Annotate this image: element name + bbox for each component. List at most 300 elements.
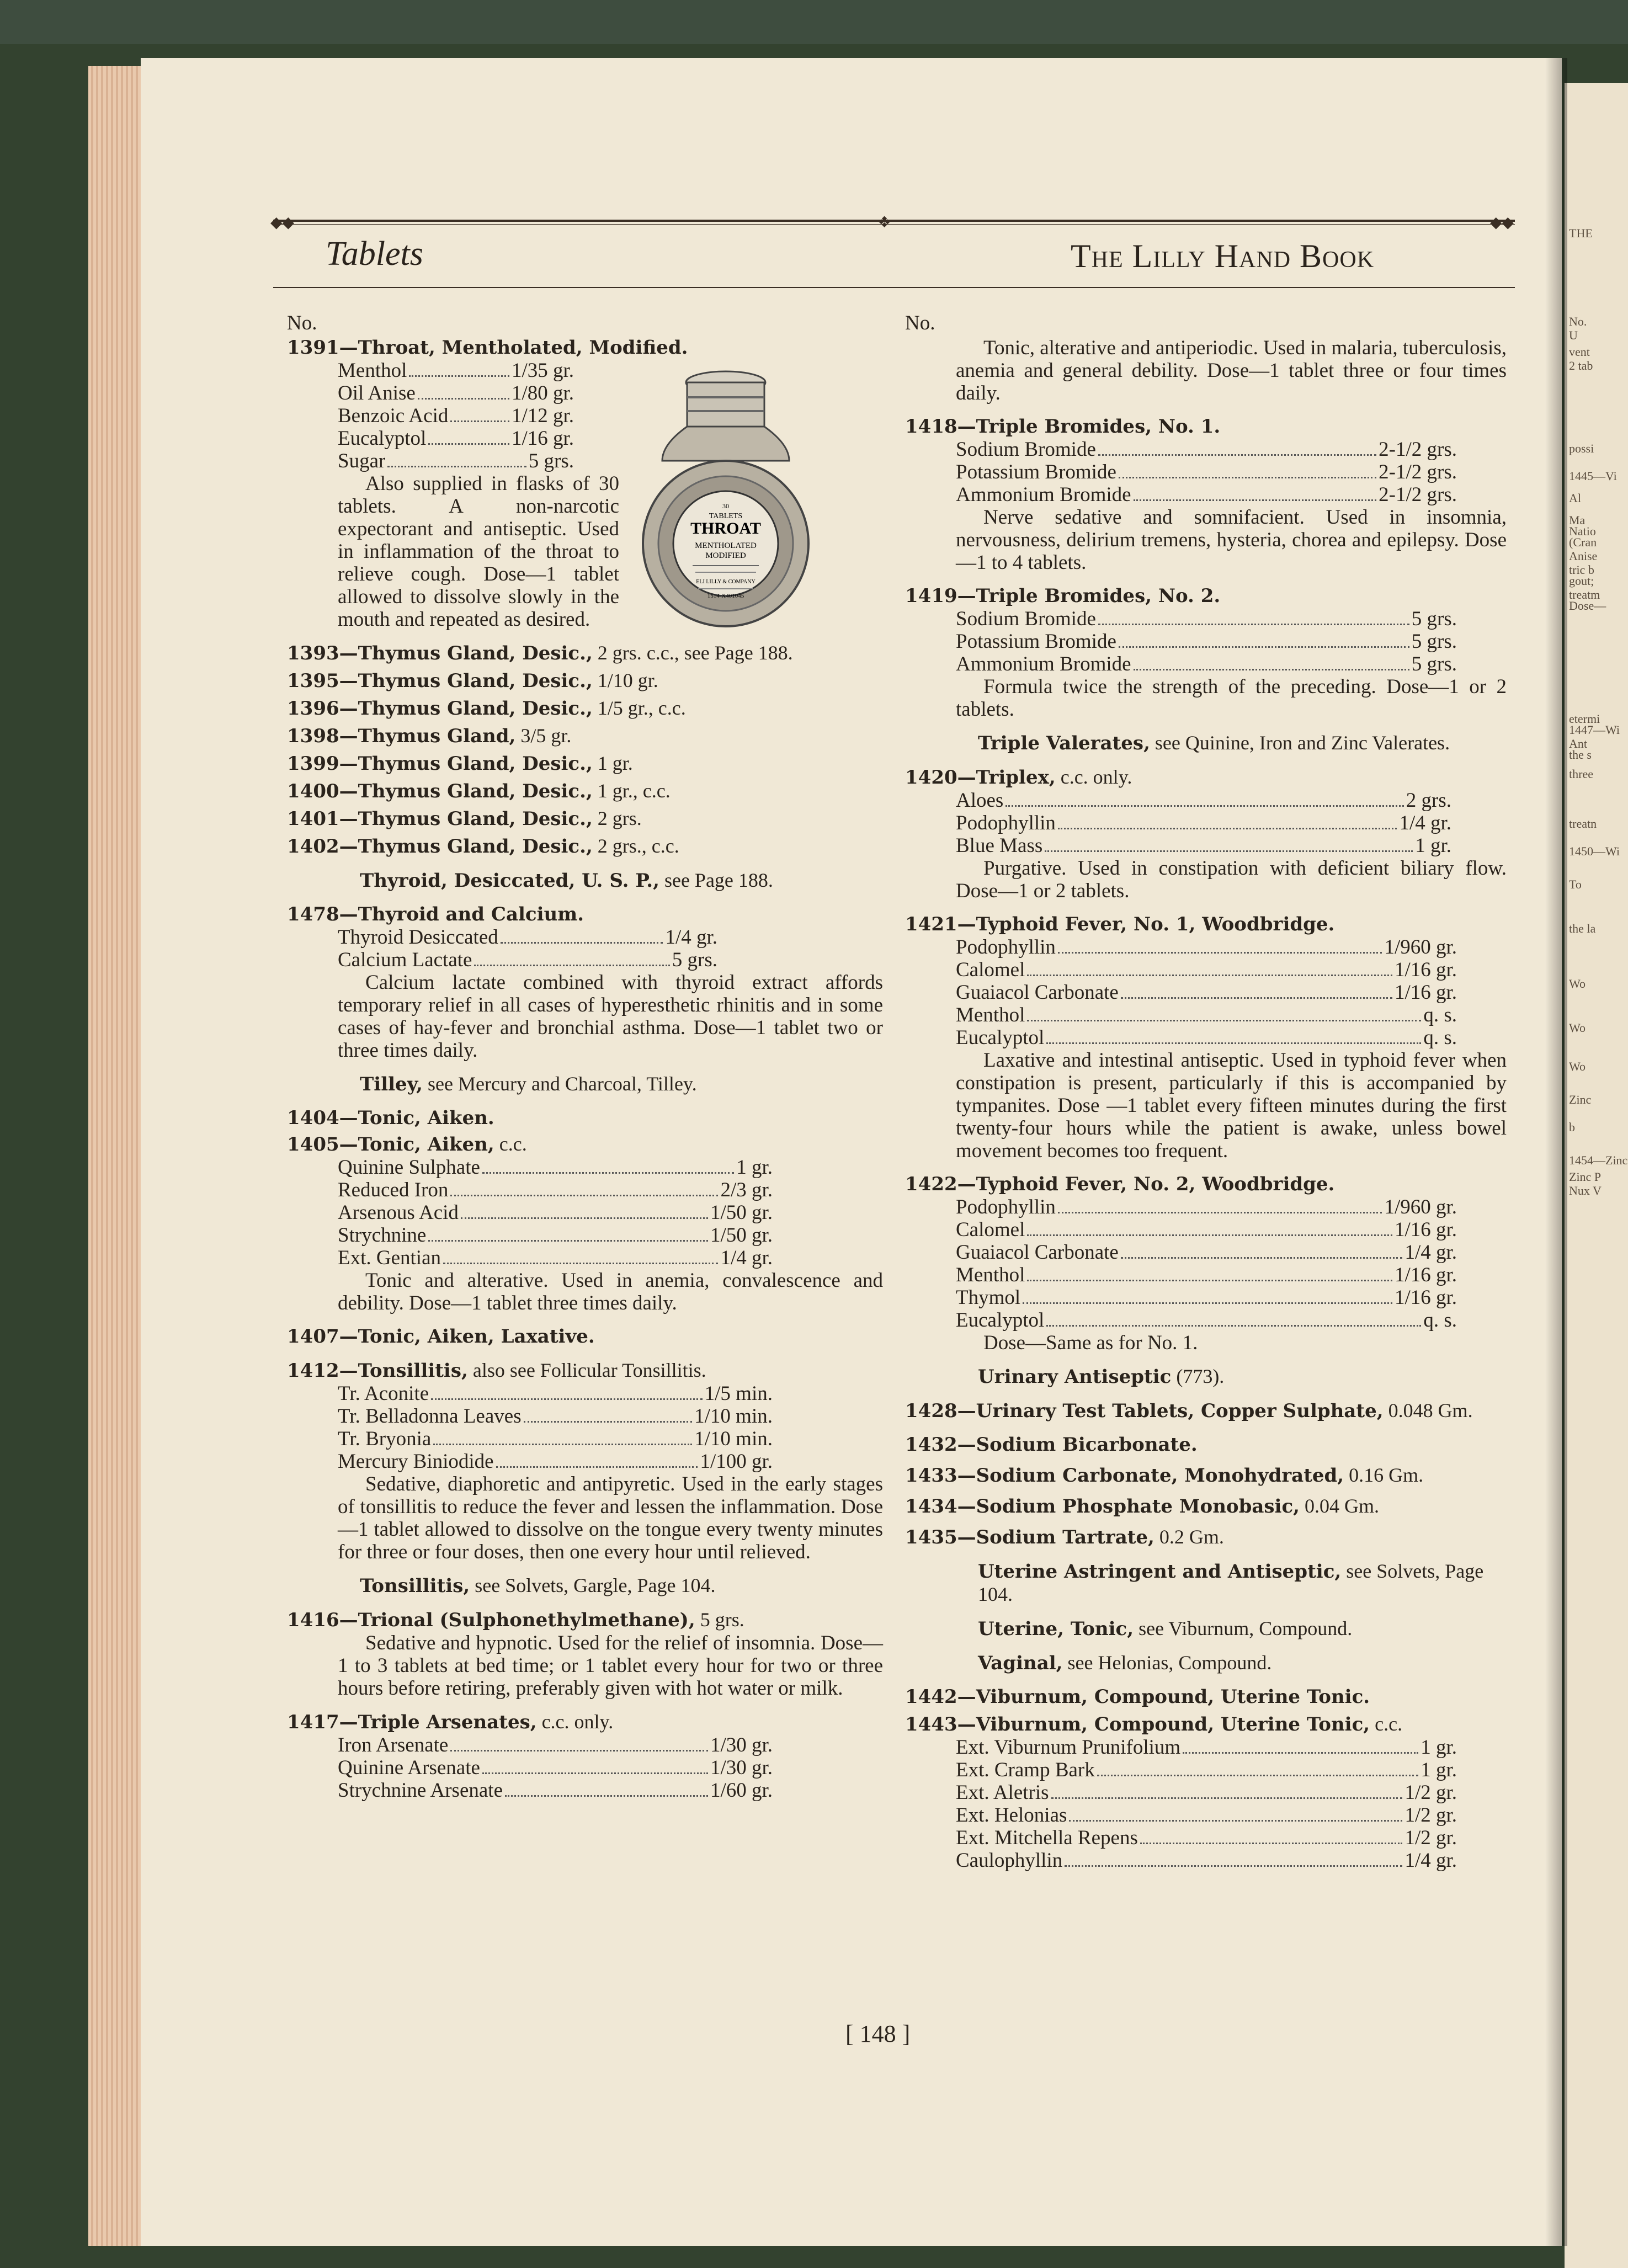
ingredient-quantity: 5 grs. bbox=[672, 949, 717, 971]
dot-leader bbox=[433, 1444, 692, 1445]
ingredient-quantity: 1/60 gr. bbox=[710, 1779, 773, 1802]
spine-shadow bbox=[1545, 58, 1567, 2246]
ingredient-name: Calcium Lactate bbox=[338, 949, 472, 971]
ingredient-list bbox=[287, 1156, 773, 1269]
ingredient-name: Strychnine Arsenate bbox=[338, 1779, 503, 1802]
ingredient-row bbox=[287, 382, 574, 404]
entry-1434: 1434—Sodium Phosphate Monobasic, 0.04 Gm. bbox=[905, 1495, 1379, 1518]
next-page-text-fragment: Wo bbox=[1569, 977, 1586, 991]
entry-1404: 1404—Tonic, Aiken. bbox=[287, 1107, 494, 1129]
entry-1419 bbox=[905, 585, 1507, 721]
ingredient-name: Quinine Sulphate bbox=[338, 1156, 480, 1179]
entry-heading: 1418—Triple Bromides, No. 1. bbox=[905, 416, 1221, 438]
dot-leader bbox=[1140, 1843, 1403, 1844]
ingredient-list bbox=[905, 936, 1457, 1049]
running-head-section: Tablets bbox=[326, 235, 423, 273]
ingredient-quantity: 5 grs. bbox=[1411, 653, 1457, 675]
dot-leader bbox=[1045, 850, 1413, 852]
next-page-text-fragment: Dose— bbox=[1569, 599, 1606, 613]
ingredient-name: Ext. Cramp Bark bbox=[956, 1759, 1095, 1781]
ingredient-quantity: 1/50 gr. bbox=[710, 1224, 773, 1247]
cross-ref-urinary-antiseptic: Urinary Antiseptic (773). bbox=[978, 1365, 1225, 1388]
right-column bbox=[905, 312, 1507, 1883]
ingredient-quantity: 1/4 gr. bbox=[1404, 1849, 1457, 1872]
ingredient-quantity: 5 grs. bbox=[1411, 608, 1457, 630]
bottle-label-modified: MODIFIED bbox=[705, 551, 746, 560]
ingredient-name: Sodium Bromide bbox=[956, 438, 1096, 461]
dot-leader bbox=[524, 1421, 693, 1423]
ingredient-row bbox=[287, 949, 717, 971]
cross-ref-thyroid: Thyroid, Desiccated, U. S. P., see Page 188. bbox=[360, 869, 773, 892]
ingredient-row bbox=[905, 812, 1451, 834]
thymus-entries bbox=[287, 642, 883, 858]
ingredient-list bbox=[287, 1382, 773, 1473]
ingredient-name: Ext. Aletris bbox=[956, 1781, 1049, 1804]
entry-heading: 1405—Tonic, Aiken, c.c. bbox=[287, 1133, 527, 1156]
next-page-text-fragment: To bbox=[1569, 877, 1582, 891]
ingredient-name: Sodium Bromide bbox=[956, 608, 1096, 630]
cross-ref-uterine-astringent: Uterine Astringent and Antiseptic, see Solvets, Page 104. bbox=[978, 1560, 1484, 1605]
next-page-text-fragment: Wo bbox=[1569, 1060, 1586, 1073]
next-page-text-fragment: the la bbox=[1569, 922, 1596, 935]
ingredient-quantity: 1/2 gr. bbox=[1404, 1827, 1457, 1849]
bottle-label-maker: ELI LILLY & COMPANY bbox=[696, 579, 756, 585]
dot-leader bbox=[1134, 499, 1377, 501]
ingredient-name: Ammonium Bromide bbox=[956, 653, 1131, 675]
ingredient-row bbox=[905, 1804, 1457, 1827]
ingredient-name: Podophyllin bbox=[956, 936, 1056, 959]
ingredient-quantity: 1 gr. bbox=[1415, 834, 1451, 857]
next-page-text-fragment: tric b bbox=[1569, 563, 1594, 577]
dot-leader bbox=[1027, 1234, 1392, 1236]
next-page-text-fragment: Anise bbox=[1569, 549, 1598, 563]
dot-leader bbox=[1098, 454, 1376, 456]
entry-heading: 1416—Trional (Sulphonethylmethane), 5 grs. bbox=[287, 1609, 744, 1631]
entry-thymus-gland: 1395—Thymus Gland, Desic., 1/10 gr. bbox=[287, 669, 658, 692]
ingredient-name: Caulophyllin bbox=[956, 1849, 1063, 1872]
ingredient-name: Menthol bbox=[338, 359, 407, 382]
entry-description: Tonic and alterative. Used in anemia, convalescence and debility. Dose—1 tablet three times daily. bbox=[338, 1269, 883, 1314]
entry-description: Laxative and intestinal antiseptic. Used in typhoid fever when constipation is present, particularly if this is accompanied by tympanites. Dose —1 tablet every fifteen minutes during the first twenty-four hours while the patient is awake, unless bowel movement becomes too frequent. bbox=[956, 1049, 1507, 1162]
dot-leader bbox=[1069, 1820, 1402, 1822]
ingredient-name: Ext. Viburnum Prunifolium bbox=[956, 1736, 1181, 1759]
page-number: [ 148 ] bbox=[845, 2020, 911, 2047]
dot-leader bbox=[1119, 477, 1376, 478]
entry-heading: 1443—Viburnum, Compound, Uterine Tonic, c.c. bbox=[905, 1713, 1403, 1735]
ingredient-row bbox=[287, 1405, 773, 1428]
entry-thymus-gland: 1400—Thymus Gland, Desic., 1 gr., c.c. bbox=[287, 780, 671, 802]
ingredient-row bbox=[905, 608, 1457, 630]
entry-1417 bbox=[287, 1711, 883, 1802]
continued-description: Tonic, alterative and antiperiodic. Used in malaria, tuberculosis, anemia and general debility. Dose—1 tablet three or four times daily. bbox=[956, 337, 1507, 404]
running-head-title: The Lilly Hand Book bbox=[1071, 238, 1375, 274]
ingredient-quantity: 1/2 gr. bbox=[1404, 1804, 1457, 1827]
dot-leader bbox=[1058, 828, 1397, 829]
ingredient-quantity: 1 gr. bbox=[736, 1156, 773, 1179]
ingredient-quantity: q. s. bbox=[1423, 1309, 1457, 1332]
bottle-label-count: 30 bbox=[722, 502, 729, 510]
ingredient-quantity: 1/16 gr. bbox=[1394, 1286, 1457, 1309]
ingredient-name: Potassium Bromide bbox=[956, 461, 1116, 483]
dot-leader bbox=[443, 1263, 718, 1264]
ingredient-row bbox=[287, 1779, 773, 1802]
bottle-label-tablets: TABLETS bbox=[709, 512, 743, 520]
ingredient-row bbox=[905, 1264, 1457, 1286]
ingredient-name: Calomel bbox=[956, 1218, 1025, 1241]
next-page-text-fragment: Ma bbox=[1569, 513, 1586, 527]
entry-description: Sedative, diaphoretic and antipyretic. Used in the early stages of tonsillitis to reduce the fever and lessen the inflammation. Dose—1 tablet allowed to dissolve on the tongue every twenty minutes for three or four doses, then one every hour until relieved. bbox=[338, 1473, 883, 1563]
dot-leader bbox=[409, 375, 509, 377]
dot-leader bbox=[1046, 1325, 1421, 1327]
ingredient-name: Ext. Helonias bbox=[956, 1804, 1067, 1827]
ingredient-quantity: 1/12 gr. bbox=[511, 404, 574, 427]
ingredient-name: Menthol bbox=[956, 1264, 1025, 1286]
ingredient-row bbox=[905, 630, 1457, 653]
dot-leader bbox=[1051, 1797, 1403, 1799]
cross-ref-tonsillitis: Tonsillitis, see Solvets, Gargle, Page 104. bbox=[360, 1574, 716, 1597]
cross-ref-uterine-tonic: Uterine, Tonic, see Viburnum, Compound. bbox=[978, 1617, 1353, 1640]
dot-leader bbox=[1027, 975, 1392, 976]
entry-1420 bbox=[905, 766, 1507, 902]
left-column bbox=[287, 312, 883, 1813]
entry-thymus-gland: 1401—Thymus Gland, Desic., 2 grs. bbox=[287, 807, 642, 830]
ingredient-row bbox=[287, 1156, 773, 1179]
ingredient-list bbox=[905, 1196, 1457, 1332]
entry-heading: 1417—Triple Arsenates, c.c. only. bbox=[287, 1711, 614, 1733]
ingredient-name: Sugar bbox=[338, 450, 386, 472]
ingredient-list bbox=[905, 1736, 1457, 1872]
entry-1428: 1428—Urinary Test Tablets, Copper Sulphate, 0.048 Gm. bbox=[905, 1399, 1473, 1422]
dot-leader bbox=[1058, 1212, 1382, 1213]
ingredient-quantity: 1/10 min. bbox=[694, 1405, 773, 1428]
cross-ref-tilley: Tilley, see Mercury and Charcoal, Tilley. bbox=[360, 1073, 697, 1095]
ingredient-quantity: 1/4 gr. bbox=[665, 926, 717, 949]
dot-leader bbox=[1119, 646, 1409, 648]
dot-leader bbox=[501, 942, 663, 944]
ingredient-name: Quinine Arsenate bbox=[338, 1756, 480, 1779]
dot-leader bbox=[482, 1172, 734, 1174]
ingredient-name: Podophyllin bbox=[956, 812, 1056, 834]
next-page-text-fragment: treatm bbox=[1569, 588, 1600, 601]
dot-leader bbox=[482, 1772, 708, 1774]
entry-1412 bbox=[287, 1359, 883, 1563]
dot-leader bbox=[428, 443, 509, 445]
entry-thymus-gland: 1399—Thymus Gland, Desic., 1 gr. bbox=[287, 752, 633, 775]
next-page-text-fragment: Al bbox=[1569, 491, 1581, 505]
ingredient-name: Reduced Iron bbox=[338, 1179, 449, 1201]
entry-1478 bbox=[287, 903, 883, 1062]
ingredient-row bbox=[905, 1241, 1457, 1264]
entry-heading: 1391—Throat, Mentholated, Modified. bbox=[287, 337, 688, 359]
ingredient-quantity: q. s. bbox=[1423, 1004, 1457, 1026]
number-column-label: No. bbox=[287, 312, 317, 334]
ingredient-name: Tr. Bryonia bbox=[338, 1428, 432, 1450]
ingredient-row bbox=[287, 1382, 773, 1405]
ingredient-row bbox=[287, 359, 574, 382]
ingredient-quantity: 1 gr. bbox=[1420, 1736, 1457, 1759]
ingredient-row bbox=[287, 1428, 773, 1450]
ingredient-row bbox=[905, 789, 1451, 812]
entry-description: Dose—Same as for No. 1. bbox=[983, 1332, 1198, 1354]
ingredient-quantity: 5 grs. bbox=[528, 450, 574, 472]
next-page-text-fragment: U bbox=[1569, 328, 1578, 342]
entry-1416 bbox=[287, 1609, 883, 1700]
next-page-text-fragment: 1454—Zinc bbox=[1569, 1153, 1628, 1167]
dot-leader bbox=[1121, 1257, 1403, 1259]
entry-heading: 1419—Triple Bromides, No. 2. bbox=[905, 585, 1221, 607]
entry-1391 bbox=[287, 337, 883, 631]
ingredient-quantity: 1/4 gr. bbox=[1404, 1241, 1457, 1264]
entry-1443 bbox=[905, 1713, 1507, 1872]
page-edges bbox=[88, 66, 146, 2246]
ingredient-name: Aloes bbox=[956, 789, 1004, 812]
ingredient-quantity: 1/50 gr. bbox=[710, 1201, 773, 1224]
ingredient-quantity: 2-1/2 grs. bbox=[1379, 438, 1457, 461]
entry-1421 bbox=[905, 913, 1507, 1162]
next-page-text-fragment: Natio bbox=[1569, 524, 1596, 538]
ingredient-quantity: 1/35 gr. bbox=[511, 359, 574, 382]
dot-leader bbox=[474, 965, 669, 966]
ingredient-row bbox=[905, 1026, 1457, 1049]
dot-leader bbox=[1058, 952, 1382, 954]
ingredient-name: Eucalyptol bbox=[956, 1026, 1045, 1049]
entry-heading: 1420—Triplex, c.c. only. bbox=[905, 766, 1132, 789]
next-page-text-fragment: (Cran bbox=[1569, 535, 1597, 549]
header-rule bbox=[273, 220, 1515, 222]
entry-heading: 1421—Typhoid Fever, No. 1, Woodbridge. bbox=[905, 913, 1335, 935]
entry-thymus-gland: 1402—Thymus Gland, Desic., 2 grs., c.c. bbox=[287, 835, 679, 858]
ingredient-list bbox=[905, 608, 1457, 675]
ingredient-name: Iron Arsenate bbox=[338, 1734, 449, 1756]
ingredient-row bbox=[905, 981, 1457, 1004]
next-page-text-fragment: 1447—Wi bbox=[1569, 723, 1620, 737]
next-page-text-fragment: Wo bbox=[1569, 1021, 1586, 1035]
ingredient-list bbox=[905, 789, 1451, 857]
number-column-label: No. bbox=[905, 312, 935, 334]
next-page-text-fragment: 1450—Wi bbox=[1569, 844, 1620, 858]
header-rule-thin bbox=[273, 224, 1515, 225]
ingredient-name: Mercury Biniodide bbox=[338, 1450, 494, 1473]
dot-leader bbox=[450, 420, 509, 422]
ingredient-row bbox=[905, 959, 1457, 981]
ingredient-row bbox=[905, 936, 1457, 959]
ingredient-row bbox=[287, 1450, 773, 1473]
entry-1435: 1435—Sodium Tartrate, 0.2 Gm. bbox=[905, 1526, 1224, 1548]
bottle-label-code: 1514-X401045 bbox=[707, 593, 744, 599]
ingredient-row bbox=[905, 834, 1451, 857]
dot-leader bbox=[461, 1217, 708, 1219]
next-page-text-fragment: possi bbox=[1569, 441, 1594, 455]
ingredient-list bbox=[287, 359, 574, 472]
dot-leader bbox=[1097, 1775, 1418, 1776]
dot-leader bbox=[1046, 1042, 1421, 1044]
ingredient-row bbox=[287, 1224, 773, 1247]
next-page-text-fragment: Zinc P bbox=[1569, 1170, 1602, 1184]
ingredient-quantity: 1/30 gr. bbox=[710, 1734, 773, 1756]
ingredient-quantity: q. s. bbox=[1423, 1026, 1457, 1049]
ingredient-name: Tr. Aconite bbox=[338, 1382, 429, 1405]
ingredient-quantity: 1/16 gr. bbox=[1394, 1218, 1457, 1241]
entry-heading: 1478—Thyroid and Calcium. bbox=[287, 903, 584, 925]
dot-leader bbox=[1065, 1865, 1402, 1867]
entry-thymus-gland: 1398—Thymus Gland, 3/5 gr. bbox=[287, 725, 572, 747]
ingredient-quantity: 1/16 gr. bbox=[1394, 959, 1457, 981]
next-page-fragment bbox=[1565, 83, 1628, 2268]
ingredient-name: Tr. Belladonna Leaves bbox=[338, 1405, 522, 1428]
entry-heading: 1412—Tonsillitis, also see Follicular Tonsillitis. bbox=[287, 1359, 706, 1382]
ingredient-name: Blue Mass bbox=[956, 834, 1043, 857]
ingredient-row bbox=[905, 1196, 1457, 1218]
next-page-text-fragment: treatn bbox=[1569, 817, 1597, 830]
ingredient-name: Eucalyptol bbox=[338, 427, 427, 450]
ingredient-name: Calomel bbox=[956, 959, 1025, 981]
header-underline bbox=[273, 287, 1515, 288]
ingredient-name: Arsenous Acid bbox=[338, 1201, 459, 1224]
dot-leader bbox=[1027, 1020, 1421, 1021]
next-page-text-fragment: 2 tab bbox=[1569, 359, 1593, 372]
ingredient-row bbox=[287, 404, 574, 427]
ingredient-name: Thyroid Desiccated bbox=[338, 926, 498, 949]
ornament-right: ◆◆ bbox=[1490, 214, 1514, 231]
ingredient-quantity: 1 gr. bbox=[1420, 1759, 1457, 1781]
ingredient-row bbox=[287, 926, 717, 949]
next-page-text-fragment: etermi bbox=[1569, 712, 1600, 726]
dot-leader bbox=[1023, 1302, 1392, 1304]
ingredient-row bbox=[905, 438, 1457, 461]
ingredient-name: Ext. Mitchella Repens bbox=[956, 1827, 1138, 1849]
entry-description: Formula twice the strength of the preceding. Dose—1 or 2 tablets. bbox=[956, 675, 1507, 721]
dot-leader bbox=[450, 1195, 718, 1196]
ingredient-row bbox=[287, 1756, 773, 1779]
ingredient-name: Menthol bbox=[956, 1004, 1025, 1026]
cross-ref-vaginal: Vaginal, see Helonias, Compound. bbox=[978, 1652, 1272, 1674]
dot-leader bbox=[450, 1750, 708, 1751]
entry-description: Purgative. Used in constipation with deficient biliary flow. Dose—1 or 2 tablets. bbox=[956, 857, 1507, 902]
ingredient-quantity: 1/10 min. bbox=[694, 1428, 773, 1450]
dot-leader bbox=[1121, 997, 1392, 999]
ingredient-row bbox=[905, 483, 1457, 506]
dot-leader bbox=[1027, 1280, 1392, 1281]
entry-description: Calcium lactate combined with thyroid extract affords temporary relief in all cases of hyperesthetic rhinitis and in some cases of hay-fever and bronchial asthma. Dose—1 tablet two or three times daily. bbox=[338, 971, 883, 1062]
ingredient-name: Guaiacol Carbonate bbox=[956, 1241, 1119, 1264]
ingredient-row bbox=[905, 1827, 1457, 1849]
entry-1422 bbox=[905, 1173, 1507, 1354]
dot-leader bbox=[387, 466, 526, 467]
ingredient-name: Podophyllin bbox=[956, 1196, 1056, 1218]
ingredient-list bbox=[905, 438, 1457, 506]
next-page-text-fragment: the s bbox=[1569, 748, 1592, 762]
ingredient-name: Potassium Bromide bbox=[956, 630, 1116, 653]
ingredient-row bbox=[905, 1759, 1457, 1781]
ingredient-row bbox=[905, 1781, 1457, 1804]
ingredient-row bbox=[905, 653, 1457, 675]
entry-heading: 1422—Typhoid Fever, No. 2, Woodbridge. bbox=[905, 1173, 1335, 1195]
dot-leader bbox=[496, 1466, 698, 1468]
ingredient-quantity: 1/16 gr. bbox=[1394, 1264, 1457, 1286]
next-page-text-fragment: Nux V bbox=[1569, 1184, 1602, 1197]
ingredient-row bbox=[905, 1004, 1457, 1026]
ingredient-quantity: 5 grs. bbox=[1411, 630, 1457, 653]
ingredient-name: Eucalyptol bbox=[956, 1309, 1045, 1332]
ingredient-row bbox=[905, 1218, 1457, 1241]
ingredient-quantity: 1/4 gr. bbox=[1399, 812, 1451, 834]
ingredient-quantity: 1/80 gr. bbox=[511, 382, 574, 404]
next-page-text-fragment: THE bbox=[1569, 226, 1593, 240]
next-page-text-fragment: Zinc bbox=[1569, 1093, 1592, 1106]
ingredient-quantity: 1/2 gr. bbox=[1404, 1781, 1457, 1804]
dot-leader bbox=[1098, 624, 1409, 625]
ingredient-row bbox=[905, 1736, 1457, 1759]
entry-1405 bbox=[287, 1133, 883, 1314]
ingredient-quantity: 1/100 gr. bbox=[700, 1450, 773, 1473]
ingredient-quantity: 1/4 gr. bbox=[720, 1247, 773, 1269]
ingredient-name: Oil Anise bbox=[338, 382, 416, 404]
ornament-left: ◆◆ bbox=[270, 214, 295, 231]
next-page-text-fragment: No. bbox=[1569, 315, 1587, 328]
next-page-text-fragment: Ant bbox=[1569, 737, 1587, 750]
ingredient-row bbox=[287, 427, 574, 450]
ingredient-name: Strychnine bbox=[338, 1224, 427, 1247]
dot-leader bbox=[431, 1398, 702, 1400]
ingredient-quantity: 2/3 gr. bbox=[720, 1179, 773, 1201]
ingredient-row bbox=[287, 1247, 773, 1269]
dot-leader bbox=[418, 398, 509, 400]
ingredient-row bbox=[905, 1286, 1457, 1309]
ingredient-quantity: 2 grs. bbox=[1406, 789, 1451, 812]
entry-1442: 1442—Viburnum, Compound, Uterine Tonic. bbox=[905, 1686, 1370, 1708]
dot-leader bbox=[1134, 669, 1409, 670]
ingredient-name: Benzoic Acid bbox=[338, 404, 449, 427]
next-page-text-fragment: three bbox=[1569, 767, 1593, 781]
ingredient-row bbox=[287, 450, 574, 472]
ingredient-row bbox=[905, 1849, 1457, 1872]
dot-leader bbox=[1183, 1752, 1418, 1754]
entry-thymus-gland: 1393—Thymus Gland, Desic., 2 grs. c.c., see Page 188. bbox=[287, 642, 793, 664]
ingredient-quantity: 2-1/2 grs. bbox=[1379, 461, 1457, 483]
cross-ref-valerates: Triple Valerates, see Quinine, Iron and Zinc Valerates. bbox=[978, 732, 1450, 754]
ingredient-name: Ext. Gentian bbox=[338, 1247, 441, 1269]
dot-leader bbox=[428, 1240, 708, 1242]
entry-thymus-gland: 1396—Thymus Gland, Desic., 1/5 gr., c.c. bbox=[287, 697, 686, 720]
entry-1418 bbox=[905, 416, 1507, 574]
ingredient-quantity: 1/16 gr. bbox=[1394, 981, 1457, 1004]
entry-1407: 1407—Tonic, Aiken, Laxative. bbox=[287, 1325, 595, 1348]
ingredient-row bbox=[287, 1201, 773, 1224]
ingredient-quantity: 1/30 gr. bbox=[710, 1756, 773, 1779]
bottle-label-throat: THROAT bbox=[690, 519, 761, 537]
entry-1433: 1433—Sodium Carbonate, Monohydrated, 0.16 Gm. bbox=[905, 1464, 1424, 1487]
entry-description: Sedative and hypnotic. Used for the relief of insomnia. Dose—1 to 3 tablets at bed time; or 1 tablet every hour for two or three hours before retiring, preferably given with hot water or milk. bbox=[338, 1632, 883, 1700]
ingredient-name: Thymol bbox=[956, 1286, 1021, 1309]
dot-leader bbox=[505, 1795, 708, 1797]
entry-1432: 1432—Sodium Bicarbonate. bbox=[905, 1434, 1198, 1456]
ingredient-row bbox=[905, 461, 1457, 483]
ingredient-list bbox=[287, 1734, 773, 1802]
next-page-text-fragment: b bbox=[1569, 1120, 1575, 1134]
bottle-label-mentholated: MENTHOLATED bbox=[695, 541, 757, 550]
ingredient-name: Guaiacol Carbonate bbox=[956, 981, 1119, 1004]
next-page-text-fragment: vent bbox=[1569, 345, 1590, 359]
ingredient-name: Ammonium Bromide bbox=[956, 483, 1131, 506]
ingredient-quantity: 2-1/2 grs. bbox=[1379, 483, 1457, 506]
next-page-text-fragment: 1445—Vi bbox=[1569, 469, 1617, 483]
ingredient-row bbox=[287, 1179, 773, 1201]
next-page-text-fragment: gout; bbox=[1569, 574, 1594, 588]
entry-description: Nerve sedative and somnifacient. Used in insomnia, nervousness, delirium tremens, hysteria, chorea and epilepsy. Dose—1 to 4 tablets. bbox=[956, 506, 1507, 574]
ingredient-row bbox=[905, 1309, 1457, 1332]
ingredient-quantity: 1/960 gr. bbox=[1384, 1196, 1457, 1218]
entry-description: Also supplied in flasks of 30 tablets. A non-narcotic expectorant and antiseptic. Used in inflammation of the throat to relieve cough. Dose—1 tablet allowed to dissolve slowly in the mouth and repeated as desired. bbox=[338, 472, 619, 631]
